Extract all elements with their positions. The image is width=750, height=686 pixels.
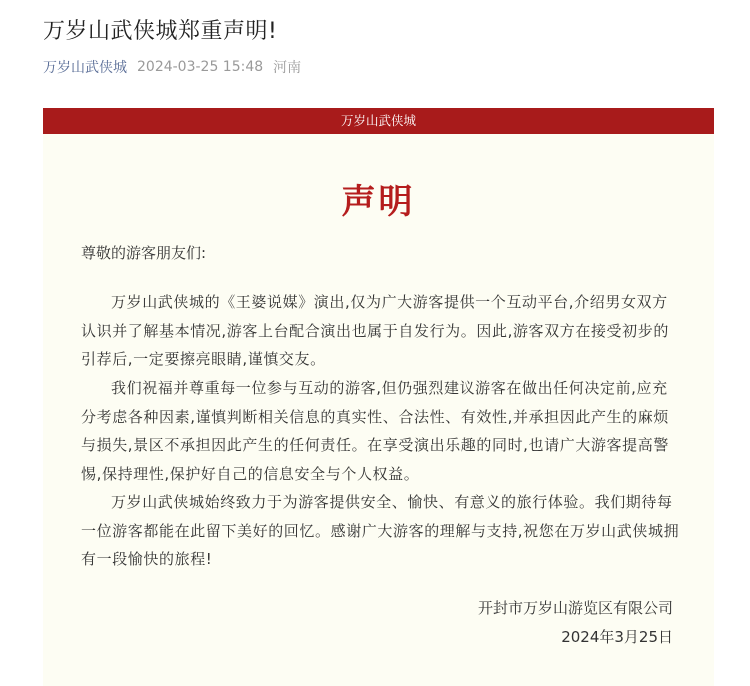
article-title: 万岁山武侠城郑重声明! — [43, 19, 278, 44]
signature-date: 2024年3月25日 — [561, 627, 673, 646]
article-meta — [43, 57, 301, 77]
notice-banner: 万岁山武侠城 — [43, 108, 714, 134]
notice-signature — [478, 594, 673, 651]
notice-heading: 声明 — [341, 182, 416, 222]
publish-location: 河南 — [273, 60, 302, 76]
notice-paragraph-2: 我们祝福并尊重每一位参与互动的游客,但仍强烈建议游客在做出任何决定前,应充分考虑各种因素,谨慎判断相关信息的真实性、合法性、有效性,并承担因此产生的麻烦与损失,景区不承担因此产生的任何责任。在享受演出乐趣的同时,也请广大游客提高警惕,保持理性,保护好自己的信息安全与个人权益。 — [81, 379, 669, 483]
notice-salutation: 尊敬的游客朋友们: — [81, 244, 207, 262]
account-name-link[interactable]: 万岁山武侠城 — [43, 60, 127, 76]
publish-datetime: 2024-03-25 15:48 — [137, 59, 264, 75]
notice-card — [43, 134, 714, 686]
notice-paragraph-3: 万岁山武侠城始终致力于为游客提供安全、愉快、有意义的旅行体验。我们期待每一位游客都能在此留下美好的回忆。感谢广大游客的理解与支持,祝您在万岁山武侠城拥有一段愉快的旅程! — [81, 493, 680, 568]
notice-paragraph-1: 万岁山武侠城的《王婆说媒》演出,仅为广大游客提供一个互动平台,介绍男女双方认识并了解基本情况,游客上台配合演出也属于自发行为。因此,游客双方在接受初步的引荐后,一定要擦亮眼睛,谨慎交友。 — [81, 293, 669, 368]
signature-company: 开封市万岁山游览区有限公司 — [477, 599, 673, 617]
